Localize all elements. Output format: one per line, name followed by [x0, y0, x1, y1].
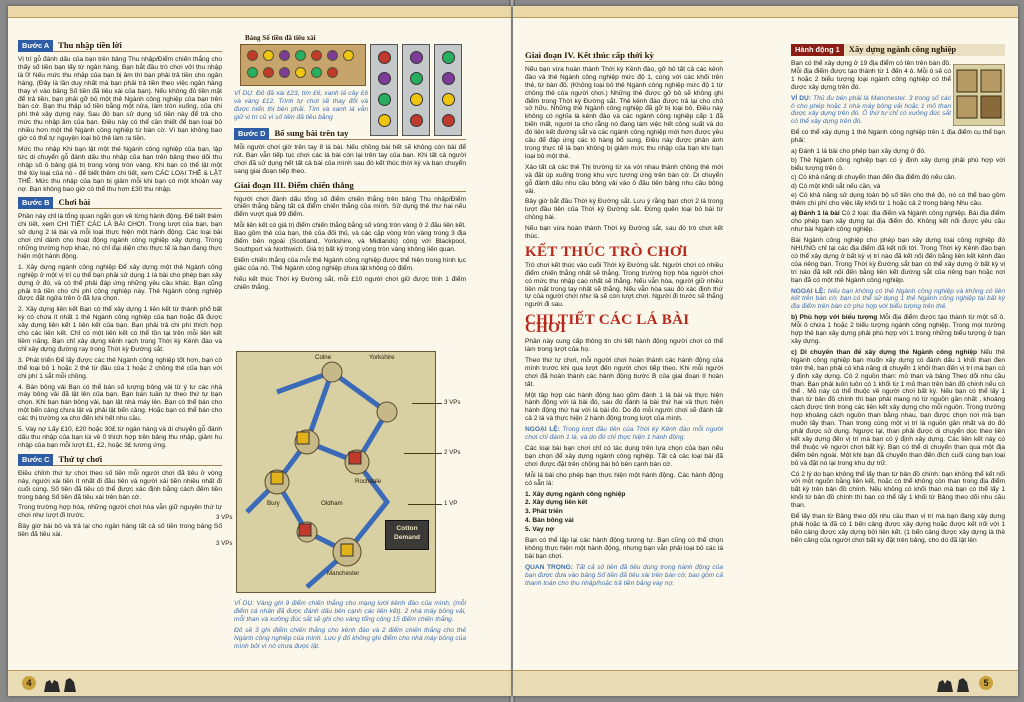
- section-c-header: [18, 454, 222, 466]
- exception-label: NGOẠI LỆ:: [791, 287, 826, 295]
- card-details-p2: Theo thứ tự chơi, mỗi người chơi hoàn thành các hành động của mình trước khi qua lượt đến người chơi tiếp theo. Khi mỗi người chơi đã hoàn thành các hành động bước B của giai đoạn II hoàn tất.: [525, 356, 723, 388]
- green-marker-icon: [247, 67, 258, 78]
- map-city-label: Bury: [267, 500, 280, 507]
- action1-e: e) Có khả năng sử dụng toàn bộ số tiền cho thẻ đó, nó có thể bao gồm thêm chi phí cho việc lấy khối từ 1 hoặc cả 2 trong bảng Nhu cầu.: [791, 191, 1005, 207]
- phase4-p1: Nếu bạn vừa hoàn thành Thời kỳ Kênh đào, gỡ bỏ tất cả các kênh đào và thẻ Ngành công nghiệp mức độ 1, cùng với các khối trên thẻ, từ bàn đồ. (Không loại bỏ thẻ Ngành công nghiệp mức độ 1 từ chồng thẻ của người chơi.) Những thẻ được gỡ bỏ sẽ không ghi điểm trong Thời kỳ Đường sắt. Thẻ kênh đào được trả lại cho chủ sở hữu. Những thẻ Ngành công nghiệp đã gỡ bị loại bỏ. Điều này không có nghĩa là kênh đào và các ngành công nghiệp cấp 1 đã biến mất, người ta cho rằng nó đang làm việc hết công suất và do đó liên kết đường sắt và các ngành công nghiệp mới hơn được yêu cầu để đáp ứng các lô hàng bổ sung. Điều này được phản ánh trong thực tế là bạn không bị giảm mức thu nhập của bạn khi bạn loại bỏ một thẻ.: [525, 65, 723, 160]
- card-details-exception: [525, 426, 723, 442]
- c-head: c) Di chuyển than để xây dựng thẻ Ngành công nghiệp: [791, 348, 978, 356]
- action1-a-body2: Bài Ngành công nghiệp cho phép bạn xây dựng loại công nghiệp đó NHƯNG chỉ tại các địa điểm đã kết nối tới. Trong Thời kỳ Kênh đào bạn có thể xây dựng ở bất kỳ vị trí nào đã kết nối đến bằng liên kết kênh đào của riêng bạn. Trong Thời kỳ Đường sắt bạn có thể xây dựng ở bất kỳ vị trí nào đã kết nối đến bằng liên kết đường sắt của riêng bạn hoặc nơi bạn đã có một thẻ Ngành công nghiệp.: [791, 237, 1005, 284]
- vp-label: 3 VPs: [216, 514, 233, 521]
- yellow-token-icon: [410, 93, 423, 106]
- section-d-header: [234, 128, 466, 140]
- player-order-tracks: [370, 44, 462, 136]
- example-text: Thủ đu bên phải là Manchester. 3 trong số các ô cho phép hoặc 1 nhà máy bông vải hoặc 1 mỏ than được xây dựng trên đó. Ô thứ tư chỉ có xưởng đúc sắt có thể xây dựng trên đó.: [791, 94, 951, 126]
- section-d-tag: Bước D: [234, 128, 269, 140]
- left-bottom-band: [8, 670, 511, 696]
- card-details-important: [525, 564, 723, 588]
- b-head: b) Phù hợp với biểu tượng: [791, 314, 878, 322]
- phase3-p4: Nếu kết thúc Thời kỳ Đường sắt, mỗi £10 người chơi giữ được tính 1 điểm chiến thắng.: [234, 275, 466, 291]
- workers-silhouette-icon: [935, 674, 973, 692]
- green-token-icon: [378, 93, 391, 106]
- action-list-1: 1. Xây dựng ngành công nghiệp: [525, 490, 626, 498]
- section-b-item-2: 2. Xây dựng liên kết Bạn có thể xây dựng 1 liên kết từ thành phố bất kỳ có chứa ít nhất 1 thẻ Ngành công nghiệp của bạn hoặc đã được xây dựng liên kết 1 liên kết của bạn. Bạn phải trả chi phí thích hợp cho các liên kết. Chỉ có một liên kết có thể tồn tại trên mỗi liên kết tiềm năng. Bạn chỉ xây dựng kênh rạch trong Thời kỳ Kênh đào và chỉ xây dựng đường ray trong Thời kỳ Đường sắt.: [18, 306, 222, 353]
- scoring-example-map: [236, 351, 436, 593]
- map-city-label: Colne: [315, 354, 332, 361]
- order-track-before: [370, 44, 398, 136]
- section-a-header: [18, 40, 222, 52]
- yellow-marker-icon: [295, 67, 306, 78]
- red-marker-icon: [247, 50, 258, 61]
- purple-marker-icon: [327, 50, 338, 61]
- section-b-tag: Bước B: [18, 197, 53, 209]
- c-body: Nếu thẻ Ngành công nghiệp bạn muốn xây dựng có đánh dấu 1 khối than đen trên thẻ, bạn phải có khả năng di chuyển 1 khối than đến vị trí mà bạn có ý định xây dựng. Có 2 nguồn than: mỏ than và bảng Theo dõi nhu cầu than. Bạn phải luôn luôn có 1 khối từ 1 mỏ than trên bản đồ chính nếu có thể . Mỏ này có thể thuộc về người chơi bất kỳ. Nếu bạn có thể lấy 1 than từ bản đồ chính thì bạn phải mang nó từ nguồn gần nhất , khoảng cách được tính trong các liên kết xây dựng cho mỗi nguồn. Trong trường hợp khoảng cách nguồn than bằng nhau, bạn được chọn nơi mà bạn muốn lấy than. Than trong cùng một vị trí là nguồn gần nhất và do đó phải được sử dụng. Ngược lại, than phải được di chuyển dọc theo liên kết xây dựng đến vị trí mà bạn có ý định xây dựng. Các liên kết này có thể thuộc về người chơi bất kỳ. Bạn có thể di chuyển than qua một địa điểm bên ngoài. Một khi bạn đã chuyển than đến đích cuối cùng bạn loại bỏ và đặt nó lại trong khu dự trữ.: [791, 348, 1005, 467]
- section-c-p2: Trong trường hợp hòa, những người chơi hòa vẫn giữ nguyên thứ tự chơi như lượt đi trước.: [18, 504, 222, 520]
- card-details-title: CHI TIẾT CÁC LÁ BÀI CHƠI: [525, 312, 690, 337]
- green-token-icon: [410, 72, 423, 85]
- purple-token-icon: [410, 51, 423, 64]
- section-b-item-1: 1. Xây dựng ngành công nghiệp Để xây dựng một thẻ Ngành công nghiệp ở một vị trí cụ thể bạn phải sử dụng 1 lá bài cho phép bạn xây dựng ở đó, và có thể phải đáp ứng những yêu cầu khác. Bạn cũng phải trả tiền cho chi phí công nghiệp này. Thẻ Ngành công nghiệp được đặt ngửa trên ô đã lựa chọn.: [18, 263, 222, 303]
- vp-label: 2 VPs: [444, 449, 461, 456]
- section-c-tag: Bước C: [18, 454, 53, 466]
- action1-c: c) Có khả năng di chuyển than đến địa điểm đó nếu cần.: [791, 173, 957, 181]
- money-spent-board: [240, 34, 366, 86]
- phase3-p3: Điểm chiến thắng của mỗi thẻ Ngành công nghiệp được thể hiện trong hình lục giác của nó. Thẻ Ngành công nghiệp chưa lật không có điểm.: [234, 256, 466, 272]
- action1-title: Xây dựng ngành công nghiệp: [844, 44, 1005, 56]
- yellow-marker-icon: [263, 50, 274, 61]
- exception-label: NGOẠI LỆ:: [525, 426, 560, 434]
- section-b-title: Chơi bài: [53, 197, 222, 209]
- end-game-title: KẾT THÚC TRÒ CHƠI: [525, 243, 689, 260]
- action-list-3: 3. Phát triển: [525, 508, 563, 516]
- map-example-note-2: Đỏ sẽ 3 ghi điểm chiến thắng cho kênh đào và 2 điểm chiến thắng cho thẻ Ngành công nghiệp của mình. Lưu ý đỏ không ghi điểm cho nhà máy bông của mình bởi vì nó chưa được lật.: [234, 626, 466, 650]
- money-note-block: [234, 90, 368, 125]
- section-c-title: Thứ tự chơi: [53, 454, 222, 466]
- section-b-item-5: 5. Vay nợ Lấy £10, £20 hoặc 30£ từ ngân hàng và di chuyển gỗ đánh dấu thu nhập của bạn lùi về 0 thích hợp trên bảng thu nhập, giảm hu nhập của bạn mỗi lượt £1, £2, hoặc 3£ tương ứng.: [18, 426, 222, 449]
- section-a-title: Thu nhập tiền lời: [53, 40, 222, 52]
- vp-label: 1 VP: [444, 500, 458, 507]
- phase4-p3: Bây giờ bắt đầu Thời kỳ Đường sắt. Lưu ý rằng bạn chơi 2 lá trong lượt đầu tiên của Thời kỳ Đường sắt. Đừng quên loại bỏ bài từ chồng bài.: [525, 198, 723, 222]
- map-notes: [234, 600, 466, 653]
- section-b-p1: Phần này chỉ là tổng quan ngắn gọn về từng hành động. Để biết thêm chi tiết, xem CHI TIẾT CÁC LÁ BÀI CHƠI. Trong lượt của bạn, bạn sử dụng 2 lá bài và mỗi loại thực hiện một hành động. Các loại bài chơi chỉ dành cho hoạt động ngành công nghiệp xây dựng. Trong những trường hợp khác, nó chỉ đại diện cho thực tế là bạn đang thực hiện một hành động.: [18, 213, 222, 260]
- map-example-note-1: VÍ DỤ: Vàng ghi 9 điểm chiến thắng cho mạng lưới kênh đào của mình, (mỗi điểm cá nhân đã được đánh dấu bên cạnh các liên kết). 2 nhà máy bông vải, mỗi than và xưởng đúc sắt sẽ ghi cho vàng tổng cộng 15 điểm chiến thắng.: [234, 600, 466, 623]
- green-token-icon: [442, 51, 455, 64]
- workers-silhouette-icon: [42, 674, 80, 692]
- section-c-p1: Điều chỉnh thứ tự chơi theo số tiền mỗi người chơi đã tiêu ở vòng này, người xài tiền ít nhất đi đầu tiên và người xài tiền nhiều nhất đi cuối cùng. Số tiền đã tiêu có thể được xác định bằng cách đếm tiền trong bảng Số tiền đã tiêu xài trên bàn cờ.: [18, 469, 222, 501]
- action-list-2: 2. Xây dựng liên kết: [525, 499, 588, 507]
- manchester-location-illustration: [953, 64, 1005, 126]
- vp-leader-line: [408, 504, 442, 505]
- left-column-2: [234, 124, 466, 295]
- important-label: QUAN TRỌNG:: [525, 563, 573, 571]
- vp-leader-line: [412, 403, 442, 404]
- card-details-p3: Một tập hợp các hành động bao gồm đánh 1 lá bài và thực hiện hành động với lá bài đó, sau đó đánh lá bài thứ hai và thực hiện hành động thứ hai với lá bài đó. Do đó mỗi người chơi sẽ đánh tất cả 2 lá và thực hiện 2 hành động trong lượt của mình.: [525, 391, 723, 423]
- action-list-4: 4. Bán bông vải: [525, 517, 574, 525]
- phase4-p4: Nếu bạn vừa hoàn thành Thời kỳ Đường sắt, sau đó trò chơi kết thúc.: [525, 225, 723, 241]
- map-city-label: Rochdale: [355, 478, 382, 485]
- action1-exception: [791, 288, 1005, 312]
- purple-token-icon: [442, 72, 455, 85]
- card-details-p4: Các loại bài bạn chơi chỉ có tác dụng trên lựa chọn của bạn nếu bạn chọn để xây dựng ngành công nghiệp. Tất cả các loại bài đã chơi được đặt trên chồng bài bỏ bên cạnh bàn cờ.: [525, 444, 723, 468]
- purple-marker-icon: [279, 50, 290, 61]
- exception-text: Trong lượt đầu tiên của Thời kỳ Kênh đào mỗi người chơi chỉ đánh 1 lá, và do đó chỉ thực hiện 1 hành động.: [525, 426, 723, 442]
- phase3-p2: Mỗi liên kết có giá trị điểm chiến thắng bằng số vòng tròn vàng ở 2 đầu liên kết. Bao gồm thẻ của bạn, thẻ của đối thủ, và các cặp vòng tròn vàng trong 3 địa điểm bên ngoài (Scotland, Yorkshire, và Midlands) cộng với Blackpool, Southport và Northwich. Giá trị bất kỳ trong vòng tròn vàng không liên quan.: [234, 222, 466, 253]
- page-number-right: 5: [979, 676, 993, 690]
- money-example-note: VÍ DỤ: Đỏ đã xài £23, tím £6, xanh lá cây £6 và vàng £12. Trình tự chơi sẽ thay đổi và được hiển thị bên phải. Tím và xanh lá vẫn giữ vị trí cũ vì số tiền đã tiêu bằng: [234, 90, 368, 121]
- example-label: VÍ DỤ:: [791, 94, 812, 102]
- red-marker-icon: [311, 50, 322, 61]
- exception-text: Nếu bạn không có thẻ Ngành công nghiệp và không có liên kết trên bàn cờ, bạn có thể sử dụng 1 thẻ Ngành công nghiệp tại bất kỳ địa điểm trên bàn cờ phù hợp với biểu tượng trên thẻ.: [791, 287, 1006, 311]
- vp-label: 3 VPs: [216, 540, 233, 547]
- map-canals-graphic: [237, 352, 436, 593]
- vp-leader-line: [404, 453, 442, 454]
- map-city-label: Manchester: [327, 570, 360, 577]
- money-board-caption: Bảng Số tiền đã tiêu xài: [245, 34, 316, 42]
- a-head: a) Đánh 1 lá bài: [791, 210, 840, 218]
- green-marker-icon: [311, 67, 322, 78]
- action1-c-body3: Để lấy than từ Bảng theo dõi nhu cầu than vị trí mà bạn đang xây dựng phải hoặc là đã có 1 bến cảng được xây dựng hoặc được kết nối với 1 bến cảng được xây dựng bởi liên kết. (1 bến cảng được xây dựng là thẻ bến cảng của người chơi bất kỳ đặt trên bảng, cho dù đã lật lên: [791, 513, 1005, 544]
- phase4-title: Giai đoạn IV. Kết thúc cấp thời kỳ: [525, 52, 723, 62]
- map-city-label: Oldham: [321, 500, 343, 507]
- purple-marker-icon: [279, 67, 290, 78]
- action1-p1: Bạn có thể xây dựng ở 19 địa điểm có tên trên bàn đồ. Mỗi địa điểm được tạo thành từ 1 đến 4 ô. Mỗi ô sẽ có 1 hoặc 2 biểu tượng loại ngành công nghiệp có thể được xây dựng trên đó.: [791, 60, 951, 91]
- section-a-tag: Bước A: [18, 40, 53, 52]
- section-a-p2: Mức thu nhập Khi bạn lật một thẻ Ngành công nghiệp của bạn, lập tức di chuyển gỗ đánh dấu thu nhập của bạn trên bảng theo dõi thu nhập số ô bảng giá trị trong vòng tròn vàng. Khi bạn có thể lật một thẻ tùy loại của nó - để biết thêm chi tiết, xem CÁC LOẠI THẺ & LẬT THẺ. Mức thu nhập của bạn bị giảm mỗi khi bạn có một khoản vay nợ. Bạn không bao giờ có thể thu hơn £30 thu nhập.: [18, 145, 222, 193]
- section-b-item-4: 4. Bán bông vải Bạn có thể bán số lượng bông vải từ ý tư các nhà máy bông vải đã lật lên của bạn. Bạn bán tuần tự theo thứ tự bạn chọn. Khi bạn bán bông vải, bạn lật nhà máy lên. Bạn có thể bán cho một bến cảng chưa lật và phải lật bến cảng. Hoặc bạn có thể bán cho các thị trường xa cho đến khi hết nhu cầu.: [18, 383, 222, 423]
- cotton-demand-box: Cotton Demand: [385, 520, 429, 550]
- action1-header: [791, 44, 1005, 56]
- action-list-5: 5. Vay nợ: [525, 526, 555, 534]
- right-top-band: [513, 6, 1018, 18]
- red-token-icon: [378, 51, 391, 64]
- a-body: Có 2 loại: địa điểm và Ngành công nghiệp. Bài địa điểm cho phép bạn xây dựng tại địa điểm đó. Không kết nối được yêu cầu như bài Ngành công nghiệp.: [791, 210, 1005, 234]
- section-b-header: [18, 197, 222, 209]
- card-details-p1: Phần này cung cấp thông tin chi tiết hành động người chơi có thể làm trong lượt của họ.: [525, 338, 723, 353]
- order-track-middle: [402, 44, 430, 136]
- b-body: Mỗi địa điểm được tạo thành từ một số ô. Mỗi ô chứa 1 hoặc 2 biểu tượng ngành công nghiệp. Trong mọi trường hợp thẻ bạn xây dựng phải phù hợp với 1 trong những biểu tượng ở bạn xây dựng.: [791, 314, 1005, 345]
- section-b-item-3: 3. Phát triển Để lấy được các thẻ Ngành công nghiệp tốt hơn, bạn có thể loại bỏ 1 hoặc 2 thẻ từ đầu của 1 hoặc 2 chồng thẻ của bạn với chi phí 1 sắt mỗi chồng.: [18, 356, 222, 380]
- page-number-left: 4: [22, 676, 36, 690]
- action1-c-detail: [791, 349, 1005, 468]
- yellow-token-icon: [442, 93, 455, 106]
- action1-a-detail: [791, 210, 1005, 234]
- right-page: [513, 6, 1018, 696]
- left-top-band: [8, 6, 511, 18]
- left-column-1: [18, 36, 222, 542]
- section-a-p1: Vị trí gỗ đánh dấu của bạn trên bảng Thu nhập/Điểm chiến thắng cho thấy số tiền bạn lấy từ ngân hàng. Bạn bắt đầu trò chơi với thu nhập là 0! Nếu mức thu nhập của bạn bị âm thì bạn phải trả tiền cho ngân hàng. (Đây là lần duy nhất mà bạn phải trả tiền theo việc ngân hàng thay vì vào bảng Số tiền đã tiêu xài của bạn). Nếu không đủ tiền mặt để trả tiền, bạn phải gỡ bỏ một thẻ Ngành công nghiệp của bạn trên bàn cờ. Bạn thu thập số tiền bằng một nửa, làm tròn xuống, của chi phí thẻ xây dựng này. Sau đó bạn sử dụng số tiền này để trả cho mức thu nhập âm của bạn. Điều này có thể cần thiết để bạn loại bỏ nhiều hơn một thẻ Ngành công nghiệp từ bàn cờ. Vì bạn không bao giờ có thể tự nguyện loại bỏ thẻ làm ra tiền.: [18, 56, 222, 143]
- right-column-1: [525, 46, 723, 590]
- red-marker-icon: [263, 67, 274, 78]
- action1-b: b) Thẻ Ngành công nghiệp bạn có ý định xây dựng phải phù hợp với biểu tượng trên ô.: [791, 156, 1005, 172]
- yellow-marker-icon: [343, 50, 354, 61]
- action1-d: d) Có một khối sắt nếu cần, và: [791, 182, 881, 190]
- left-page: [8, 6, 511, 696]
- action1-p2: Để có thể xây dựng 1 thẻ Ngành công nghiệp trên 1 địa điểm cụ thể bạn phải:: [791, 129, 1005, 145]
- action1-tag: Hành động 1: [791, 44, 844, 56]
- phase3-title: Giai đoạn III. Điểm chiến thắng: [234, 182, 466, 192]
- section-d-p1: Mỗi người chơi giờ trên tay 8 lá bài. Nếu chồng bài hết sẽ không còn bài để rút. Bạn vẫn tiếp tục chơi các lá bài còn lại trên tay của bạn. Khi tất cả người chơi đã sử dụng hết tất cả bài của mình sau đó kết thúc thời kỳ và bạn chuyển sang giai đoạn tiếp theo.: [234, 144, 466, 175]
- section-c-p3: Bây giờ bài bỏ và trả lại cho ngân hàng tất cả số tiền trong bảng Số tiền đã tiêu xài.: [18, 523, 222, 539]
- card-details-p5: Mỗi lá bài cho phép bạn thực hiện một hành động. Các hành động có sẵn là:: [525, 471, 723, 487]
- purple-token-icon: [378, 72, 391, 85]
- phase3-p1: Người chơi đánh dấu tổng số điểm chiến thắng trên bảng Thu nhập/Điểm chiến thắng bằng tất cả điểm chiến thắng của mình. Sử dụng thẻ thư hai nếu điểm vượt quá 99 điểm.: [234, 195, 466, 219]
- end-game-p1: Trò chơi kết thúc vào cuối Thời kỳ Đường sắt. Người chơi có nhiều điểm chiến thắng nhất sẽ thắng. Trong trường hợp hòa người chơi có mức thu nhập cao nhất sẽ thắng. Nếu vẫn hòa, người giữ nhiều tiền mặt trong tay nhất sẽ thắng. Nếu vẫn hòa sau đó xác định thứ tự của người chơi như là sẽ còn lượt chơi. Người đi trước sẽ thắng người đi sau.: [525, 261, 723, 309]
- card-details-p6: Bạn có thể lập lại các hành động tương tự. Bạn cũng có thể chọn không thực hiện một hành động, nhưng bạn vẫn phải loại bỏ các lá bài bạn chơi.: [525, 537, 723, 560]
- vp-label: 3 VPs: [444, 399, 461, 406]
- green-marker-icon: [295, 50, 306, 61]
- action1-a: a) Đánh 1 lá bài cho phép bạn xây dựng ở đó.: [791, 148, 926, 156]
- important-text: Tất cả số tiền đã tiêu dùng trong hành động của bạn được đưa vào bảng Số tiền đã tiêu xài trên bàn cờ, bao gồm cả thanh toán cho thu nhập/hoặc trả tiền bảng vay nợ.: [525, 563, 723, 587]
- section-d-title: Bổ sung bài trên tay: [269, 128, 466, 140]
- red-marker-icon: [327, 67, 338, 78]
- action1-b-detail: [791, 314, 1005, 346]
- phase4-p2: Xáo tất cả các thẻ Thị trường từ xa với nhau thành chồng thẻ mới và đặt úp xuống trong khu vực tương ứng trên bàn cờ. Di chuyển gỗ đánh dấu nhu cầu bông vải vào ô đầu tiên bảng nhu cầu bông vải.: [525, 163, 723, 195]
- map-city-label: Yorkshire: [369, 354, 395, 361]
- order-track-after: [434, 44, 462, 136]
- action1-c-body2: Có 2 lý do bạn không thể lấy than từ bản đồ chính: bạn không thể kết nối với một nguồn bằng liên kết, hoặc có thể không còn than trong địa điểm bất kỳ trên bản đồ chính. Nếu không có khối than mà bạn có thể lấy 1 khối từ bản đồ chính thì bạn có thể lấy 1 khối từ Bảng theo dõi nhu cầu than.: [791, 470, 1005, 510]
